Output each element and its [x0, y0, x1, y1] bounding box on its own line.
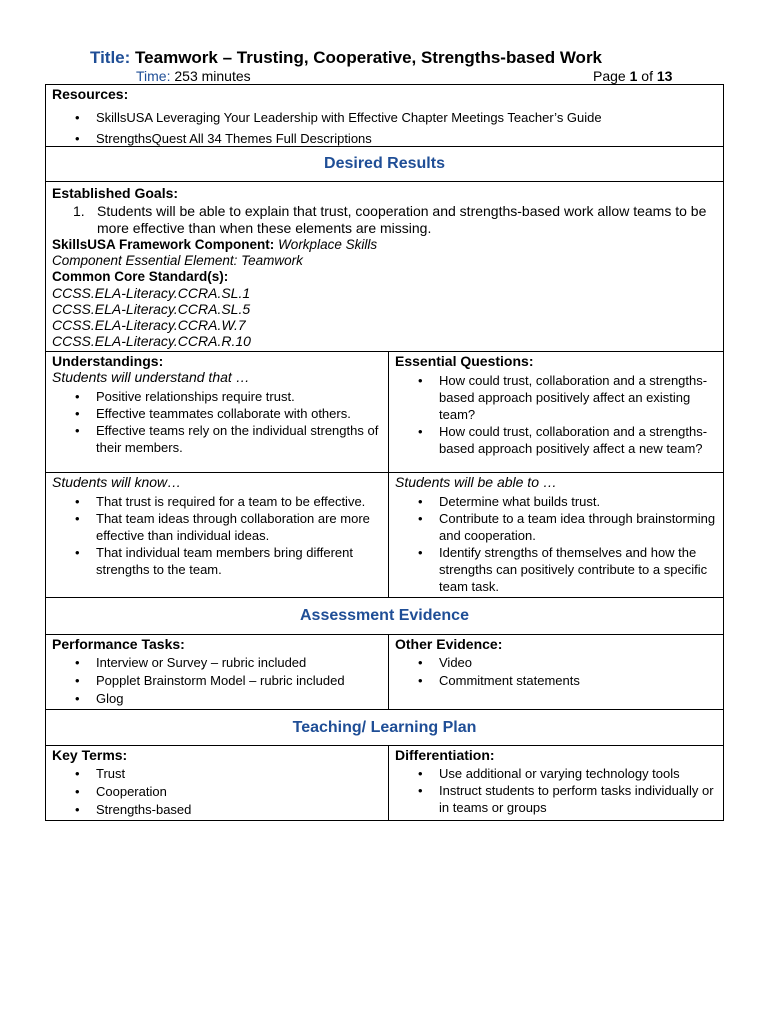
plan-heading: Teaching/ Learning Plan: [46, 709, 723, 745]
know-item: • That team ideas through collaboration are more effective than individual ideas.: [96, 510, 382, 544]
able-item: • Contribute to a team idea through brainstorming and cooperation.: [439, 510, 717, 544]
differentiation-cell: [389, 746, 723, 820]
framework-line: [52, 237, 717, 253]
questions-label: Essential Questions:: [395, 353, 534, 369]
framework-label: SkillsUSA Framework Component:: [52, 237, 275, 252]
title-text: Teamwork – Trusting, Cooperative, Strengths-based Work: [135, 48, 603, 67]
time-value: 253 minutes: [174, 68, 251, 84]
time-label: Time:: [136, 68, 171, 84]
essential-element: Component Essential Element: Teamwork: [52, 253, 303, 268]
able-item: • Determine what builds trust.: [439, 493, 717, 510]
document-title: [90, 48, 602, 68]
other-evidence-item: • Commitment statements: [439, 672, 717, 690]
performance-item: • Interview or Survey – rubric included: [96, 654, 382, 672]
key-term-item: • Trust: [96, 765, 382, 783]
understandings-label: Understandings:: [52, 353, 164, 369]
understandings-row: [46, 351, 723, 472]
desired-results-heading: Desired Results: [46, 146, 723, 181]
differentiation-item: • Use additional or varying technology tools: [439, 765, 717, 782]
page-of: of: [637, 68, 657, 84]
key-term-item: • Cooperation: [96, 783, 382, 801]
goal-text: Students will be able to explain that trust, cooperation and strengths-based work allow teams to be more effective than when these elements are missing.: [97, 203, 707, 236]
goals-label: Established Goals:: [52, 185, 179, 201]
questions-list: [395, 372, 717, 457]
page-total: 13: [656, 68, 673, 84]
resources-label: Resources:: [52, 86, 129, 102]
able-list: [395, 493, 717, 595]
resource-item: • StrengthsQuest All 34 Themes Full Descriptions: [96, 128, 717, 149]
performance-item: • Glog: [96, 690, 382, 708]
standard-item: CCSS.ELA-Literacy.CCRA.SL.5: [52, 301, 251, 317]
page-indicator: [593, 68, 672, 84]
know-item: • That trust is required for a team to be effective.: [96, 493, 382, 510]
page-prefix: Page: [593, 68, 630, 84]
standard-item: CCSS.ELA-Literacy.CCRA.SL.1: [52, 285, 251, 301]
other-evidence-list: [395, 654, 717, 690]
know-list: [52, 493, 382, 578]
understandings-cell: [46, 352, 389, 472]
performance-list: [52, 654, 382, 708]
other-evidence-cell: [389, 635, 723, 709]
understandings-list: [52, 388, 382, 456]
lesson-plan-table: [45, 84, 724, 821]
understandings-intro: Students will understand that …: [52, 369, 250, 385]
other-evidence-label: Other Evidence:: [395, 636, 503, 652]
goal-item: [73, 203, 717, 237]
framework-value: Workplace Skills: [278, 237, 378, 252]
question-item: • How could trust, collaboration and a strengths-based approach positively affect an existing team?: [439, 372, 717, 423]
know-able-row: [46, 472, 723, 597]
goal-number: 1.: [73, 203, 85, 219]
key-terms-cell: [46, 746, 389, 820]
performance-cell: [46, 635, 389, 709]
goals-section: [46, 181, 723, 351]
understanding-item: • Effective teams rely on the individual strengths of their members.: [96, 422, 382, 456]
resources-section: [46, 85, 723, 146]
questions-cell: [389, 352, 723, 472]
differentiation-label: Differentiation:: [395, 747, 495, 763]
differentiation-list: [395, 765, 717, 816]
differentiation-item: • Instruct students to perform tasks individually or in teams or groups: [439, 782, 717, 816]
able-item: • Identify strengths of themselves and how the strengths can positively contribute to a specific team task.: [439, 544, 717, 595]
plan-row: [46, 745, 723, 820]
question-item: • How could trust, collaboration and a strengths-based approach positively affect a new team?: [439, 423, 717, 457]
page-current: 1: [629, 68, 638, 84]
understanding-item: • Effective teammates collaborate with others.: [96, 405, 382, 422]
key-terms-list: [52, 765, 382, 819]
understanding-item: • Positive relationships require trust.: [96, 388, 382, 405]
key-terms-label: Key Terms:: [52, 747, 128, 763]
know-intro: Students will know…: [52, 474, 182, 490]
performance-label: Performance Tasks:: [52, 636, 185, 652]
know-item: • That individual team members bring different strengths to the team.: [96, 544, 382, 578]
know-cell: [46, 473, 389, 597]
performance-item: • Popplet Brainstorm Model – rubric included: [96, 672, 382, 690]
resource-item: • SkillsUSA Leveraging Your Leadership with Effective Chapter Meetings Teacher’s Guide: [96, 107, 717, 128]
able-intro: Students will be able to …: [395, 474, 557, 490]
other-evidence-item: • Video: [439, 654, 717, 672]
goals-list: [52, 203, 717, 237]
title-label: Title:: [90, 48, 131, 67]
time-line: [136, 68, 251, 84]
able-cell: [389, 473, 723, 597]
assessment-heading: Assessment Evidence: [46, 597, 723, 634]
standard-item: CCSS.ELA-Literacy.CCRA.W.7: [52, 317, 246, 333]
standard-item: CCSS.ELA-Literacy.CCRA.R.10: [52, 333, 251, 349]
assessment-row: [46, 634, 723, 709]
key-term-item: • Strengths-based: [96, 801, 382, 819]
standards-label: Common Core Standard(s):: [52, 269, 229, 284]
resources-list: [52, 107, 717, 149]
